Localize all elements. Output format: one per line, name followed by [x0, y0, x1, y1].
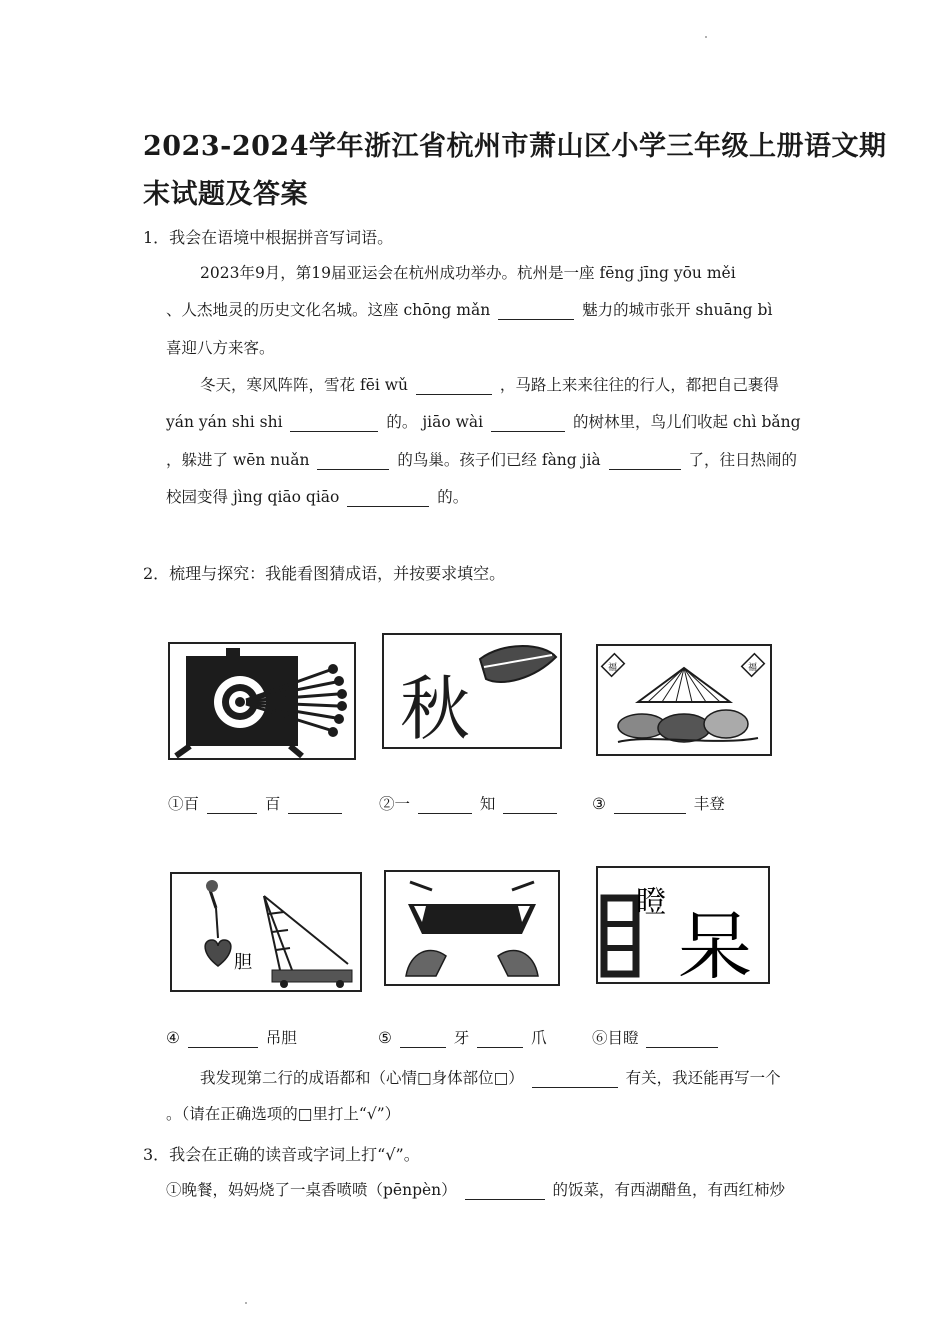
answer-blank[interactable]: [498, 303, 574, 320]
text: 我发现第二行的成语都和（心情□身体部位□）: [200, 1069, 524, 1087]
text: 了，往日热闹的: [688, 451, 798, 469]
q1-p1-line2: [166, 298, 772, 320]
idiom-picture-harvest: [596, 644, 772, 756]
answer-blank[interactable]: [416, 378, 492, 395]
answer-blank[interactable]: [503, 797, 557, 814]
document-title-line1: 2023-2024学年浙江省杭州市萧山区小学三年级上册语文期: [143, 131, 887, 162]
document-title-line2: 末试题及答案: [143, 179, 308, 210]
q1-p2-line3: [166, 448, 797, 470]
lantern-char-left: 福: [608, 663, 618, 673]
pinyin: jiāo wài: [422, 413, 484, 431]
scan-dot: [245, 1302, 247, 1304]
text: ①晚餐，妈妈烧了一桌香喷喷（pēnpèn）: [166, 1181, 457, 1199]
text: ④: [166, 1029, 180, 1047]
answer-blank[interactable]: [418, 797, 472, 814]
pinyin: fàng jià: [541, 451, 601, 469]
answer-blank[interactable]: [477, 1031, 523, 1048]
idiom-caption-3: [592, 792, 725, 814]
q2-discovery-line1: [200, 1066, 781, 1088]
pinyin: chōng mǎn: [403, 301, 491, 319]
text: 百: [264, 795, 281, 813]
text: 魅力的城市张开: [582, 301, 691, 319]
text: 、人杰地灵的历史文化名城。这座: [166, 301, 399, 319]
idiom-caption-4: [166, 1026, 297, 1048]
text: 冬天，寒风阵阵，雪花: [200, 376, 356, 394]
text: ，马路上来来往往的行人，都把自己裹得: [499, 376, 779, 394]
text: 知: [479, 795, 496, 813]
text: 丰登: [693, 795, 725, 813]
pinyin: chì bǎng: [732, 413, 801, 431]
character-dan: 胆: [234, 952, 252, 973]
crane-heart-illustration: [172, 874, 360, 990]
q3-line1: [166, 1178, 785, 1200]
idiom-picture-crane-heart: [170, 872, 362, 992]
q1-p2-line2: [166, 410, 801, 432]
text: 爪: [531, 1029, 547, 1047]
idiom-picture-autumn-leaf: [382, 633, 562, 749]
q2-discovery-line2: 。（请在正确选项的□里打上“√”）: [166, 1105, 401, 1123]
answer-blank[interactable]: [532, 1071, 618, 1088]
character-deng: 瞪: [636, 885, 666, 920]
character-autumn: 秋: [400, 668, 470, 747]
text: ，躲进了: [166, 451, 229, 469]
answer-blank[interactable]: [465, 1183, 545, 1200]
pinyin: shuāng bì: [695, 301, 773, 319]
answer-blank[interactable]: [646, 1031, 718, 1048]
answer-blank[interactable]: [207, 797, 257, 814]
pinyin: wēn nuǎn: [232, 451, 310, 469]
answer-blank[interactable]: [347, 490, 429, 507]
answer-blank[interactable]: [317, 453, 389, 470]
q1-p2-line4: [166, 485, 468, 507]
text: 的树林里，鸟儿们收起: [572, 413, 728, 431]
answer-blank[interactable]: [609, 453, 681, 470]
harvest-illustration: [598, 646, 770, 754]
q1-p2-line1: [200, 373, 779, 395]
pinyin: jìng qiāo qiāo: [232, 488, 340, 506]
text: 的。: [437, 488, 469, 506]
pinyin: yán yán shi shi: [166, 413, 283, 431]
idiom-caption-1: [168, 792, 345, 814]
scan-dot: [705, 36, 707, 38]
q1-heading: 1．我会在语境中根据拼音写词语。: [143, 228, 394, 247]
character-dai: 呆: [678, 904, 752, 982]
idiom-picture-stare: [596, 866, 770, 984]
autumn-leaf-illustration: [384, 635, 560, 747]
lantern-char-right: 福: [748, 663, 758, 673]
target-arrows-illustration: [170, 644, 354, 758]
text: ②一: [379, 795, 411, 813]
idiom-caption-2: [379, 792, 560, 814]
text: 的饭菜，有西湖醋鱼，有西红柿炒: [552, 1181, 786, 1199]
text: 2023年9月，第19届亚运会在杭州成功举办。杭州是一座: [200, 264, 595, 282]
text: 校园变得: [166, 488, 229, 506]
q1-p1-line3: 喜迎八方来客。: [166, 339, 275, 357]
answer-blank[interactable]: [614, 797, 686, 814]
idiom-picture-fangs-claws: [384, 870, 560, 986]
pinyin: fēng jīng yōu měi: [599, 264, 736, 282]
answer-blank[interactable]: [491, 415, 565, 432]
answer-blank[interactable]: [188, 1031, 258, 1048]
text: ⑥目瞪: [592, 1029, 639, 1047]
text: 有关，我还能再写一个: [625, 1069, 781, 1087]
text: 的。: [386, 413, 418, 431]
fangs-claws-illustration: [386, 872, 558, 984]
text: ⑤: [378, 1029, 392, 1047]
idiom-caption-5: [378, 1026, 547, 1048]
text: 牙: [453, 1029, 470, 1047]
idiom-caption-6: [592, 1026, 721, 1048]
answer-blank[interactable]: [288, 797, 342, 814]
idiom-picture-target-arrows: [168, 642, 356, 760]
answer-blank[interactable]: [400, 1031, 446, 1048]
q1-p1-line1: [200, 261, 736, 283]
text: 的鸟巢。孩子们已经: [397, 451, 537, 469]
q3-heading: 3．我会在正确的读音或字词上打“√”。: [143, 1145, 420, 1164]
stare-illustration: [598, 868, 768, 982]
text: ①百: [168, 795, 200, 813]
text: ③: [592, 795, 606, 813]
pinyin: fēi wǔ: [359, 376, 408, 394]
q2-heading: 2．梳理与探究：我能看图猜成语，并按要求填空。: [143, 564, 506, 583]
answer-blank[interactable]: [290, 415, 378, 432]
text: 吊胆: [265, 1029, 297, 1047]
